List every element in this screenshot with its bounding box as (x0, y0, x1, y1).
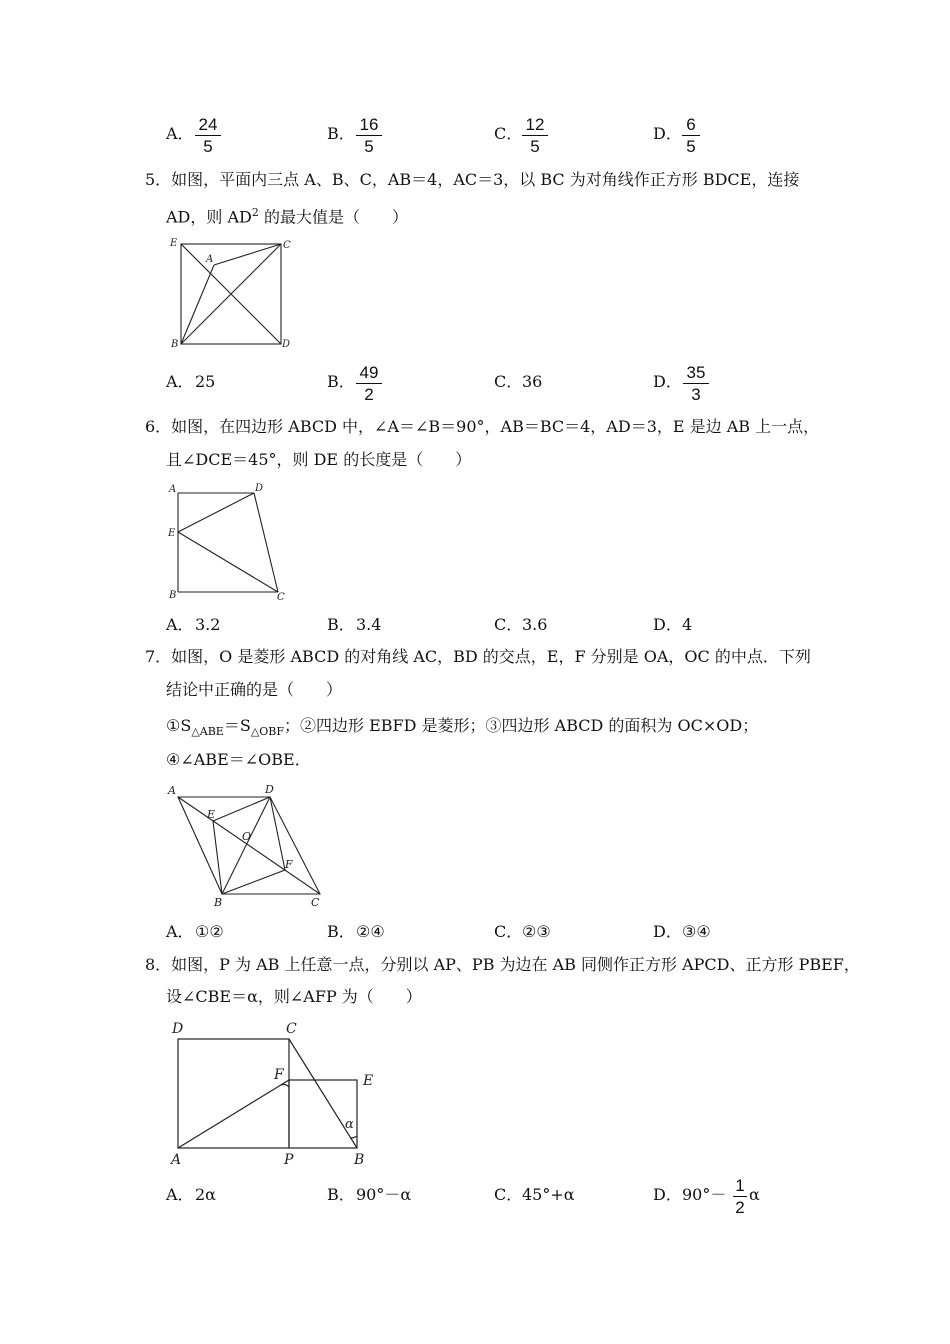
q5-stem-sup: 2 (251, 206, 259, 219)
q8-angle-alpha-arc (350, 1136, 357, 1138)
q8-option-d-numerator: 1 (735, 1176, 745, 1195)
q4-option-c-fraction (522, 115, 548, 156)
q7-option-d-text: ③④ (682, 922, 711, 941)
q6-option-c-label: C． (494, 615, 523, 634)
q5-stem-line2-b: 的最大值是（ ） (258, 207, 408, 227)
q5-option-b-denominator: 2 (364, 385, 374, 404)
q5-option-b-numerator: 49 (359, 363, 379, 382)
q7-option-c-text: ②③ (522, 922, 551, 941)
q6-stem-line2: 且∠DCE＝45°，则 DE 的长度是（ ） (166, 450, 472, 469)
q8-stem-line2: 设∠CBE＝α，则∠AFP 为（ ） (166, 987, 422, 1006)
q7-label-b: B (214, 896, 223, 909)
q6-option-a-label: A． (166, 615, 194, 634)
q8-label-f: F (274, 1067, 284, 1083)
q5-option-b-fraction (356, 363, 382, 404)
q8-option-c-label: C． (494, 1185, 523, 1204)
q8-figure (160, 1015, 385, 1170)
q5-label-b: B (171, 339, 179, 350)
q5-option-a-text: 25 (195, 372, 216, 391)
q6-option-d-label: D． (653, 615, 682, 634)
q8-option-d-label: D． (653, 1185, 682, 1204)
q5-option-c-text: 36 (522, 372, 543, 391)
q4-option-d-numerator: 6 (686, 115, 696, 134)
q5-stem-line2-a: AD，则 AD (166, 207, 252, 227)
q8-label-d: D (172, 1021, 184, 1037)
q8-square-pbef (289, 1080, 357, 1148)
q6-segment-ec (178, 532, 278, 592)
q8-option-a-text: 2α (195, 1185, 216, 1204)
q8-segment-af (178, 1080, 289, 1148)
q7-label-e: E (207, 808, 216, 821)
q6-option-d-text: 4 (682, 615, 693, 634)
q6-label-a: A (169, 484, 177, 495)
q6-stem-line1: 6．如图，在四边形 ABCD 中，∠A＝∠B＝90°，AB＝BC＝4，AD＝3，E 是边 AB 上一点， (145, 417, 820, 436)
q8-option-d-fraction (733, 1176, 747, 1217)
q6-label-b: B (169, 590, 177, 601)
q5-label-c: C (283, 240, 291, 251)
q5-option-b-label: B． (327, 372, 355, 391)
q7-figure (160, 780, 335, 910)
q8-option-a-label: A． (166, 1185, 194, 1204)
q7-diagonal-bd (222, 797, 270, 894)
q7-label-f: F (285, 858, 293, 871)
q8-label-alpha: α (345, 1117, 354, 1132)
q8-angle-afp-arc (281, 1084, 289, 1087)
q7-line3-sub1: △ABE (191, 725, 224, 739)
q8-label-a: A (171, 1152, 182, 1168)
q4-option-d-fraction (682, 115, 700, 156)
q8-square-apcd (178, 1039, 289, 1148)
q7-line3-b: ＝S (223, 716, 251, 735)
q7-line3-c: ；②四边形 EBFD 是菱形；③四边形 ABCD 的面积为 OC×OD； (284, 716, 759, 735)
q6-label-c: C (277, 592, 285, 603)
q7-option-a-text: ①② (195, 922, 224, 941)
q5-stem-line1: 5．如图，平面内三点 A、B、C，AB＝4，AC＝3，以 BC 为对角线作正方形 BDCE，连接 (145, 170, 800, 189)
q6-label-e: E (168, 528, 176, 539)
q5-label-d: D (282, 339, 291, 350)
q8-label-e: E (363, 1073, 374, 1089)
q8-option-d-pre: 90°－ (682, 1185, 727, 1204)
q4-option-c-numerator: 12 (525, 115, 545, 134)
q7-label-o: O (242, 830, 252, 843)
q7-line3-a: ①S (166, 716, 192, 735)
q5-label-e: E (170, 238, 178, 249)
q4-option-b-denominator: 5 (364, 137, 374, 156)
q7-label-a: A (168, 784, 176, 797)
q6-side-dc (254, 493, 278, 592)
q5-segment-ab (181, 265, 214, 344)
q4-option-a-denominator: 5 (203, 137, 213, 156)
q4-option-d-label: D． (653, 124, 682, 143)
q4-option-d-denominator: 5 (686, 137, 696, 156)
q7-stem-line2: 结论中正确的是（ ） (166, 680, 343, 699)
q4-option-a-fraction (195, 115, 221, 156)
q4-option-b-fraction (356, 115, 382, 156)
q7-stem-line4: ④∠ABE＝∠OBE． (166, 750, 311, 769)
q7-label-c: C (311, 896, 320, 909)
q4-option-a-label: A． (166, 124, 194, 143)
q6-option-b-text: 3.4 (356, 615, 382, 634)
q4-option-b-numerator: 16 (359, 115, 379, 134)
q8-option-c-text: 45°+α (522, 1185, 575, 1204)
q5-figure (165, 234, 300, 352)
q5-label-a: A (206, 254, 214, 265)
q8-option-b-label: B． (327, 1185, 355, 1204)
q5-option-a-label: A． (166, 372, 194, 391)
q7-option-a-label: A． (166, 922, 194, 941)
q7-stem-line1: 7．如图，O 是菱形 ABCD 的对角线 AC，BD 的交点，E，F 分别是 OA，OC 的中点．下列 (145, 647, 811, 666)
q6-segment-ed (178, 493, 254, 532)
q7-stem-line3 (166, 716, 758, 742)
q4-option-b-label: B． (327, 124, 355, 143)
q7-option-b-text: ②④ (356, 922, 385, 941)
q7-option-b-label: B． (327, 922, 355, 941)
q6-figure (165, 480, 295, 604)
q7-option-d-label: D． (653, 922, 682, 941)
q5-option-d-fraction (683, 363, 709, 404)
q6-option-c-text: 3.6 (522, 615, 548, 634)
q6-label-d: D (255, 483, 264, 494)
q8-label-p: P (284, 1152, 294, 1168)
q8-option-d-denominator: 2 (735, 1198, 745, 1217)
q7-label-d: D (265, 783, 274, 796)
q7-option-c-label: C． (494, 922, 523, 941)
q8-stem-line1: 8．如图，P 为 AB 上任意一点，分别以 AP、PB 为边在 AB 同侧作正方形 APCD、正方形 PBEF， (145, 955, 860, 974)
q4-option-c-denominator: 5 (530, 137, 540, 156)
q4-option-a-numerator: 24 (198, 115, 218, 134)
q6-option-a-text: 3.2 (195, 615, 221, 634)
q5-option-d-label: D． (653, 372, 682, 391)
q8-label-c: C (286, 1021, 297, 1037)
q7-diagonal-ac (178, 797, 320, 894)
q5-option-d-denominator: 3 (691, 385, 701, 404)
q8-option-d-post: α (749, 1185, 760, 1204)
q5-option-d-numerator: 35 (686, 363, 706, 382)
q8-label-b: B (354, 1152, 365, 1168)
q6-option-b-label: B． (327, 615, 355, 634)
q8-option-b-text: 90°－α (356, 1185, 412, 1204)
q4-option-c-label: C． (494, 124, 523, 143)
q7-line3-sub2: △OBF (250, 725, 285, 739)
q5-stem-line2 (166, 203, 408, 227)
q5-option-c-label: C． (494, 372, 523, 391)
